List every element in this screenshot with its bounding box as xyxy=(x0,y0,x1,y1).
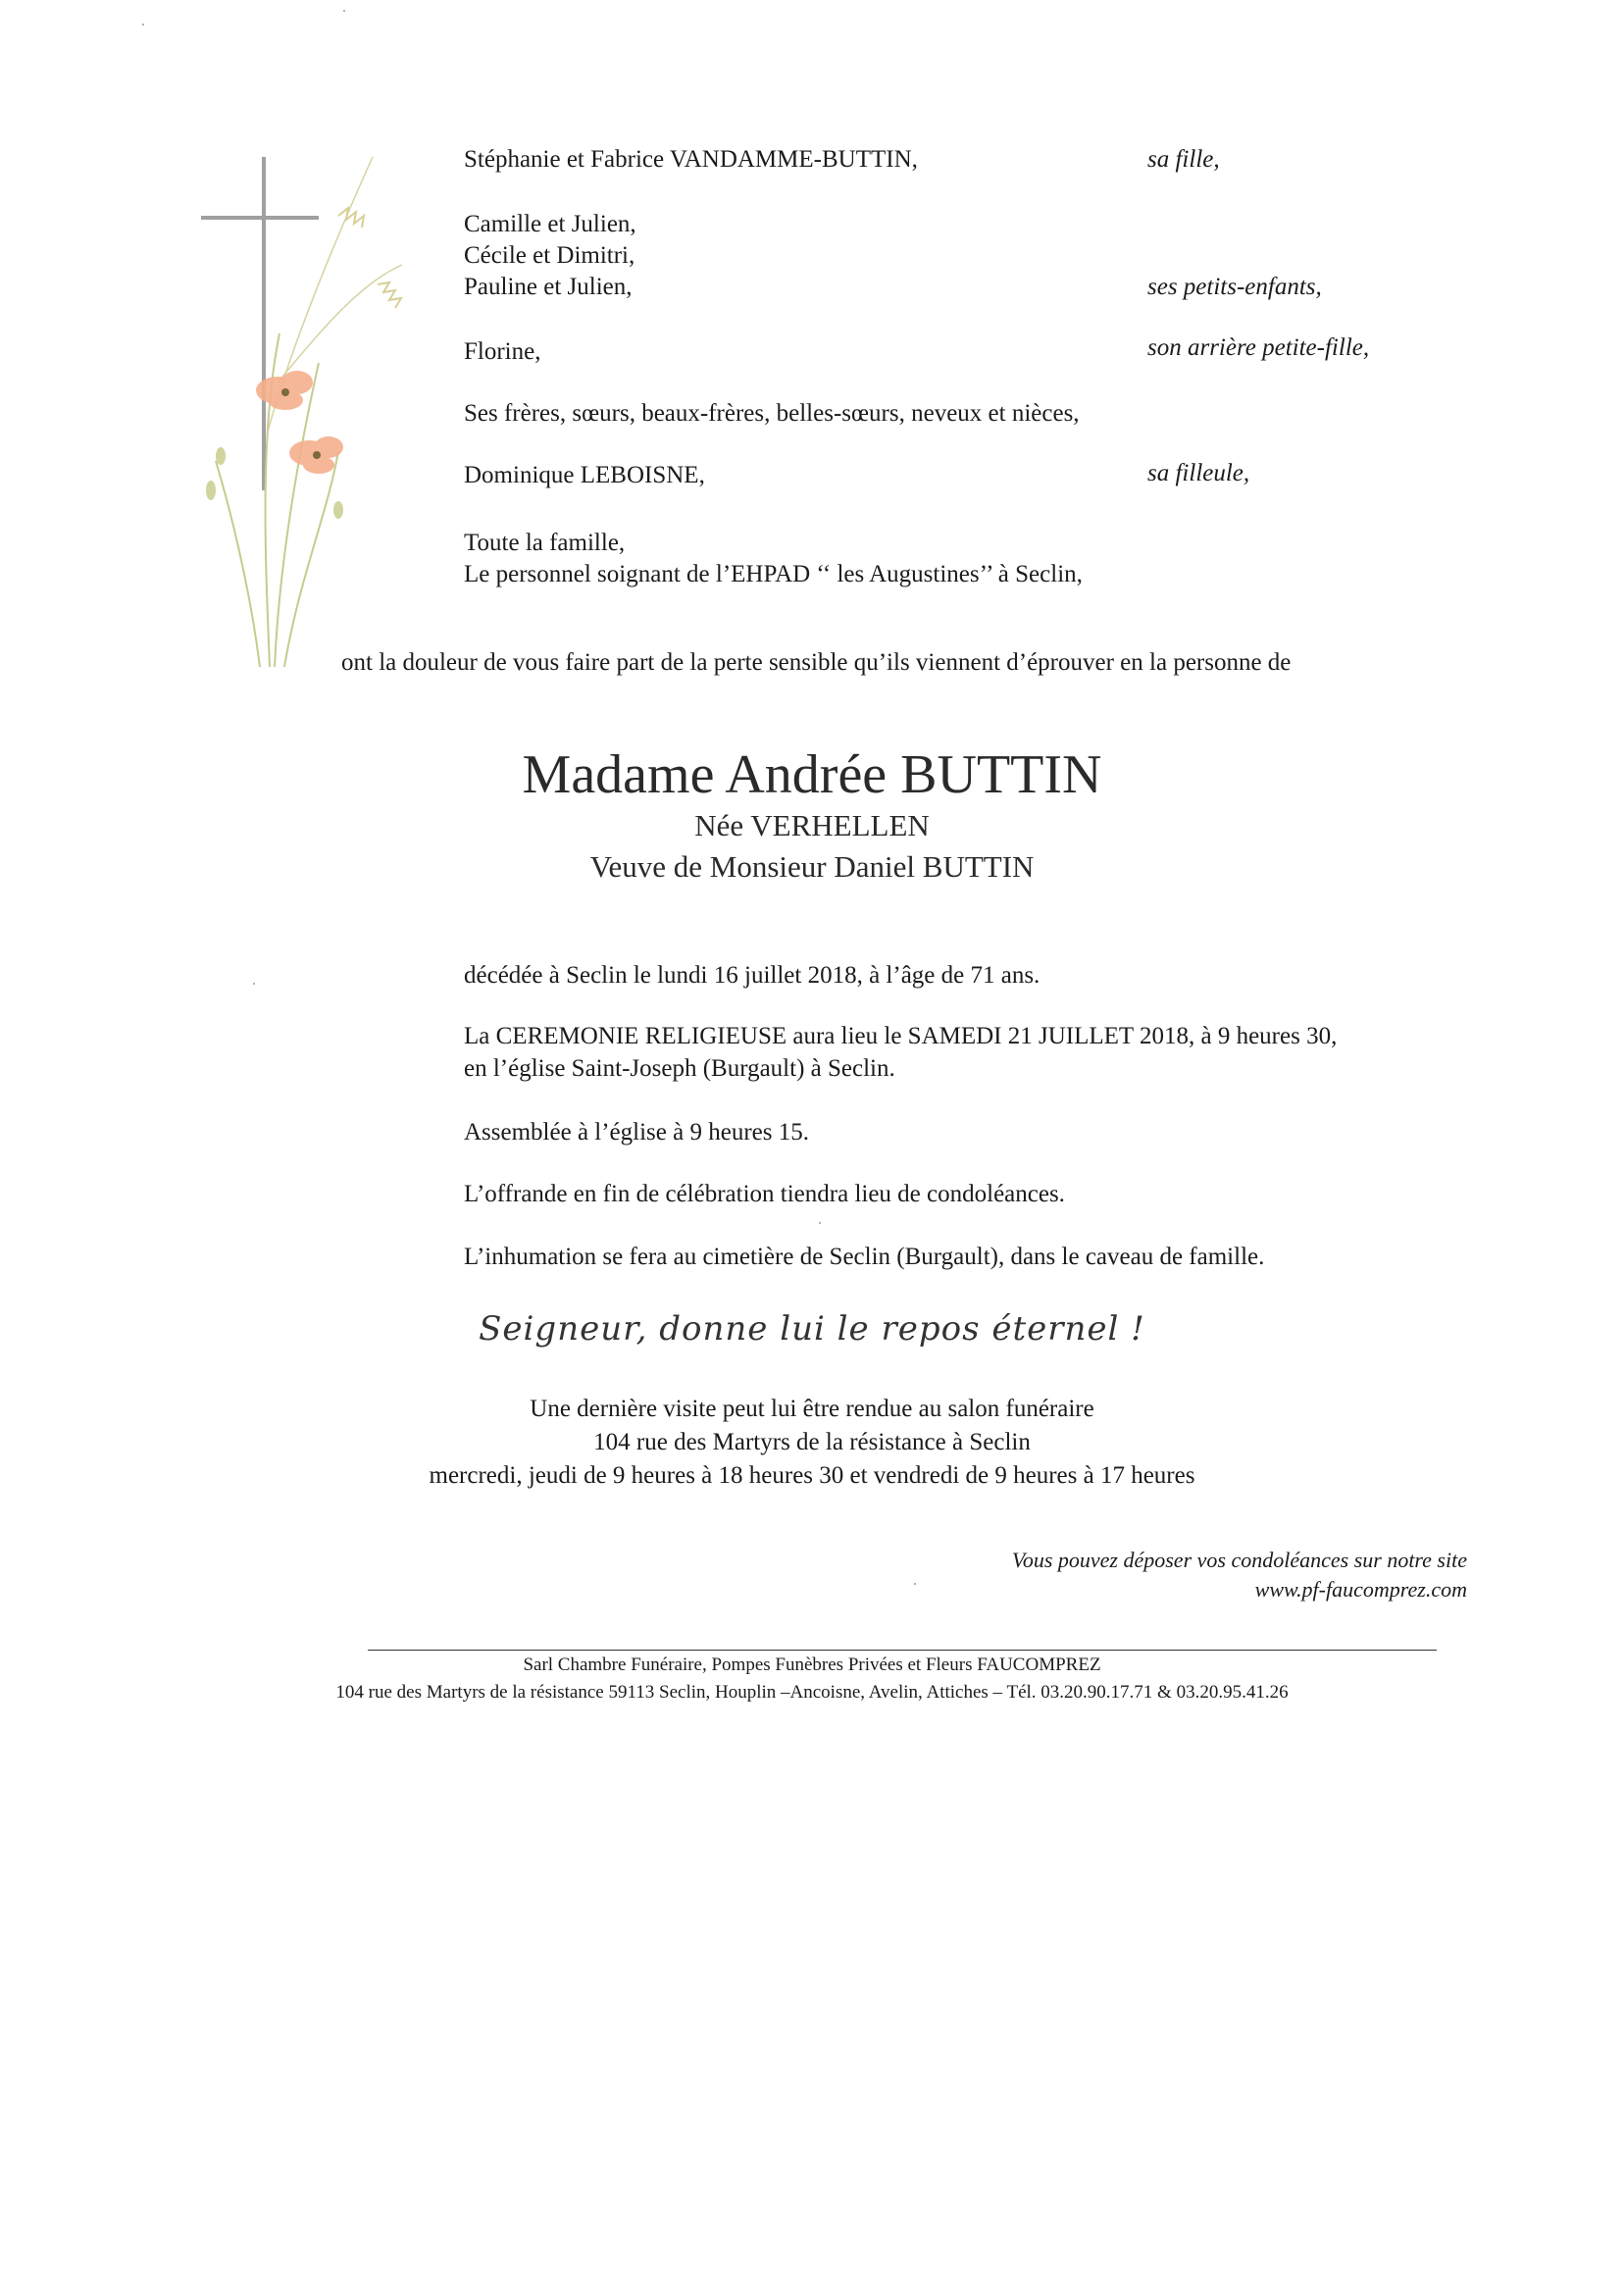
family-name-8: Toute la famille, xyxy=(464,530,626,556)
scan-speck xyxy=(914,1583,916,1585)
family-relation-4: ses petits-enfants, xyxy=(1147,274,1322,300)
family-name-7: Dominique LEBOISNE, xyxy=(464,462,705,488)
prayer-line: Seigneur, donne lui le repos éternel ! xyxy=(479,1309,1145,1349)
death-date-line: décédée à Seclin le lundi 16 juillet 2018, à l’âge de 71 ans. xyxy=(464,962,1040,989)
family-name-9: Le personnel soignant de l’EHPAD ‘‘ les Augustines’’ à Seclin, xyxy=(464,561,1083,587)
footer-divider xyxy=(368,1650,1437,1651)
burial-line: L’inhumation se fera au cimetière de Seclin (Burgault), dans le caveau de famille. xyxy=(464,1244,1265,1270)
scan-speck xyxy=(343,10,345,12)
footer-company: Sarl Chambre Funéraire, Pompes Funèbres Privées et Fleurs FAUCOMPREZ xyxy=(523,1655,1101,1675)
deceased-block xyxy=(0,743,1624,885)
condolences-line: Vous pouvez déposer vos condoléances sur notre site xyxy=(1011,1548,1467,1572)
visit-line-1: Une dernière visite peut lui être rendue au salon funéraire xyxy=(530,1396,1094,1422)
family-name-3: Cécile et Dimitri, xyxy=(464,242,635,269)
family-name-5: Florine, xyxy=(464,338,541,365)
announcement-intro: ont la douleur de vous faire part de la perte sensible qu’ils viennent d’éprouver en la personne de xyxy=(341,649,1292,676)
cross-with-poppies-icon xyxy=(191,137,456,667)
condolences-note xyxy=(1012,1546,1467,1604)
church-line: en l’église Saint-Joseph (Burgault) à Seclin. xyxy=(464,1055,895,1082)
footer-address: 104 rue des Martyrs de la résistance 59113 Seclin, Houplin –Ancoisne, Avelin, Attiches – Tél. 03.20.90.17.71 & 03.20.95.41.26 xyxy=(335,1682,1289,1703)
family-relation-5: son arrière petite-fille, xyxy=(1147,334,1370,361)
scan-speck xyxy=(253,983,255,985)
family-name-4: Pauline et Julien, xyxy=(464,274,633,300)
family-relation-7: sa filleule, xyxy=(1147,460,1250,486)
deceased-widow-of: Veuve de Monsieur Daniel BUTTIN xyxy=(589,849,1035,884)
family-relation-1: sa fille, xyxy=(1147,146,1220,173)
deceased-name: Madame Andrée BUTTIN xyxy=(522,744,1102,805)
scan-speck xyxy=(819,1222,821,1224)
scan-speck xyxy=(142,24,144,25)
offering-line: L’offrande en fin de célébration tiendra lieu de condoléances. xyxy=(464,1181,1065,1207)
visit-line-2: 104 rue des Martyrs de la résistance à Seclin xyxy=(593,1429,1031,1455)
deceased-birth-name: Née VERHELLEN xyxy=(694,808,930,842)
family-name-2: Camille et Julien, xyxy=(464,211,636,237)
website-link[interactable]: www.pf-faucomprez.com xyxy=(1254,1577,1467,1602)
ceremony-line: La CEREMONIE RELIGIEUSE aura lieu le SAMEDI 21 JUILLET 2018, à 9 heures 30, xyxy=(464,1023,1338,1049)
visit-line-3: mercredi, jeudi de 9 heures à 18 heures 30 et vendredi de 9 heures à 17 heures xyxy=(429,1462,1195,1489)
family-name-1: Stéphanie et Fabrice VANDAMME-BUTTIN, xyxy=(464,146,918,173)
footer xyxy=(0,1652,1624,1706)
family-name-6: Ses frères, sœurs, beaux-frères, belles-sœurs, neveux et nièces, xyxy=(464,400,1080,427)
visit-info xyxy=(0,1393,1624,1493)
assembly-line: Assemblée à l’église à 9 heures 15. xyxy=(464,1119,809,1146)
